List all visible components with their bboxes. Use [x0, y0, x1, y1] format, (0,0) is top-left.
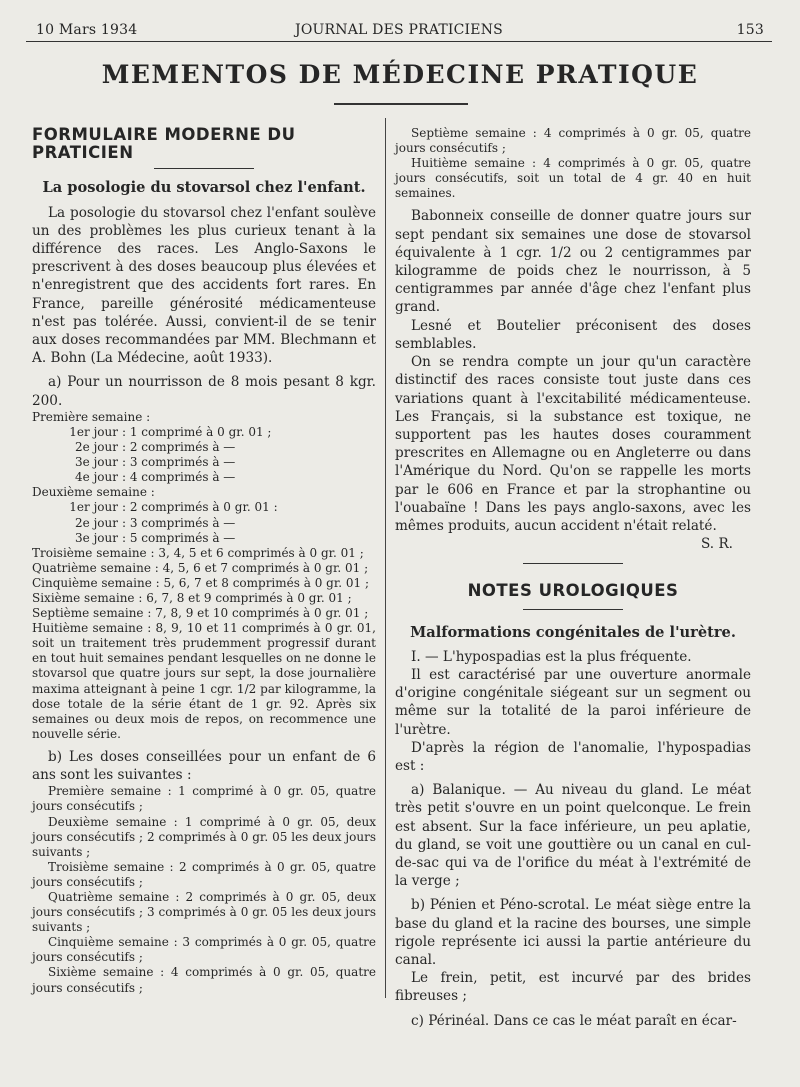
paragraph-races: On se rendra compte un jour qu'un caractère distinctif des races consiste tout juste dans ces variations quant à l'excitabilité médicamenteuse. Les Français, si la substance est toxique, ne supportent pas les hautes doses couramment prescrites en Allemagne ou en Angleterre ou dans l'Amérique du Nord. Qu'on se rappelle les morts par le 606 en France et par la strophantine ou l'ouabaïne ! Dans les pays anglo-saxons, avec les mêmes produits, aucun accident n'était relaté.: [395, 354, 751, 534]
week-line: Sixième semaine : 6, 7, 8 et 9 comprimés à 0 gr. 01 ;: [32, 590, 352, 605]
schedule-row: 4e jour : 4 comprimés à —: [75, 470, 236, 485]
paragraph-perineal: c) Périnéal. Dans ce cas le méat paraît en écar-: [411, 1012, 737, 1029]
header-page-number: 153: [736, 22, 764, 38]
week-line: Septième semaine : 4 comprimés à 0 gr. 05, quatre jours consécutifs ;: [395, 126, 751, 156]
section-rule: [523, 609, 623, 610]
week-line: Cinquième semaine : 3 comprimés à 0 gr. 05, quatre jours consécutifs ;: [32, 935, 376, 965]
paragraph-definition: Il est caractérisé par une ouverture anormale d'origine congénitale siégeant sur un segment ou même sur la totalité de la paroi inférieure de l'urètre.: [395, 666, 751, 738]
week-line: Sixième semaine : 4 comprimés à 0 gr. 05, quatre jours consécutifs ;: [32, 965, 376, 995]
running-header: [28, 20, 770, 42]
paragraph-lesne: Lesné et Boutelier préconisent des doses semblables.: [395, 317, 751, 352]
schedule-row: 2e jour : 3 comprimés à —: [75, 515, 236, 530]
signature: S. R.: [700, 536, 733, 553]
right-column: [395, 126, 751, 1030]
header-date: 10 Mars 1934: [36, 22, 138, 38]
column-divider: [385, 118, 386, 998]
left-column: [32, 126, 376, 996]
week-line: Deuxième semaine : 1 comprimé à 0 gr. 05, deux jours consécutifs ; 2 comprimés à 0 gr. 05 les deux jours suivants ;: [32, 814, 376, 859]
week-line: Quatrième semaine : 4, 5, 6 et 7 comprimés à 0 gr. 01 ;: [32, 560, 369, 575]
week-line: Première semaine : 1 comprimé à 0 gr. 05, quatre jours consécutifs ;: [32, 784, 376, 814]
title-rule: [334, 103, 468, 105]
paragraph-balanique: a) Balanique. — Au niveau du gland. Le méat très petit s'ouvre en un point quelconque. Le frein est absent. Sur la face inférieure, un peu aplatie, du gland, se voit une gouttière ou un canal en cul-de-sac qui va de l'orifice du méat à l'extrémité de la verge ;: [395, 782, 751, 890]
intro-paragraph: La posologie du stovarsol chez l'enfant soulève un des problèmes les plus curieux tenant à la différence des races. Les Anglo-Saxons le prescrivent à des doses beaucoup plus élevées et n'enregistrent que des accidents fort rares. En France, pareille générosité médicamenteuse n'est pas tolérée. Aussi, convient-il de se tenir aux doses recommandées par MM. Blechmann et A. Bohn (La Médecine, août 1933).: [32, 204, 376, 367]
paragraph-penien: b) Pénien et Péno-scrotal. Le méat siège entre la base du gland et la racine des bourses, une simple rigole représente ici aussi la partie antérieure du canal.: [395, 897, 751, 968]
schedule-row: 3e jour : 3 comprimés à —: [75, 455, 236, 470]
schedule-row: 2e jour : 2 comprimés à —: [75, 440, 236, 455]
week-line: Troisième semaine : 2 comprimés à 0 gr. 05, quatre jours consécutifs ;: [32, 859, 376, 889]
week-line: Huitième semaine : 8, 9, 10 et 11 comprimés à 0 gr. 01, soit un traitement très prudemment progressif durant en tout huit semaines pendant lesquelles on ne donne le stovarsol que quatre jours sur sept, la dose journalière maxima atteignant à peine 1 cgr. 1/2 par kilogramme, la dose totale de la série étant de 1 gr. 92. Après six semaines ou deux mois de repos, on recommence une nouvelle série.: [32, 621, 376, 741]
section-rule: [154, 168, 254, 169]
paragraph-babonneix: Babonneix conseille de donner quatre jours sur sept pendant six semaines une dose de stovarsol équivalente à 1 cgr. 1/2 ou 2 centigrammes par kilogramme de poids chez le nourrisson, à 5 centigrammes par année d'âge chez l'enfant plus grand.: [395, 208, 751, 316]
week-line: Septième semaine : 7, 8, 9 et 10 comprimés à 0 gr. 01 ;: [32, 606, 369, 621]
schedule-row: 3e jour : 5 comprimés à —: [75, 530, 236, 545]
case-b-title: b) Les doses conseillées pour un enfant de 6 ans sont les suivantes :: [32, 748, 376, 784]
dosage-schedule-b: [32, 784, 376, 995]
paragraph-region: D'après la région de l'anomalie, l'hypospadias est :: [395, 739, 751, 774]
case-a-title: a) Pour un nourrisson de 8 mois pesant 8 kgr. 200.: [32, 374, 376, 409]
section-divider: [523, 563, 623, 564]
article-title-stovarsol: La posologie du stovarsol chez l'enfant.: [42, 179, 366, 197]
schedule-row: 1er jour : 2 comprimés à 0 gr. 01 :: [69, 500, 278, 515]
dosage-schedule-a: [32, 410, 376, 742]
week2-label: Deuxième semaine :: [32, 485, 155, 500]
header-rule: [26, 41, 772, 42]
article-title-uretre: Malformations congénitales de l'urètre.: [410, 623, 736, 641]
paragraph-frein: Le frein, petit, est incurvé par des brides fibreuses ;: [395, 970, 751, 1005]
main-title: MEMENTOS DE MÉDECINE PRATIQUE: [101, 60, 699, 89]
header-journal: JOURNAL DES PRATICIENS: [295, 22, 503, 38]
section-title-urologiques: NOTES UROLOGIQUES: [467, 581, 679, 601]
week-line: Huitième semaine : 4 comprimés à 0 gr. 05, quatre jours consécutifs, soit un total de 4 gr. 40 en huit semaines.: [395, 156, 751, 201]
section-title-formulaire: FORMULAIRE MODERNE DU PRATICIEN: [32, 125, 296, 163]
week-line: Cinquième semaine : 5, 6, 7 et 8 comprimés à 0 gr. 01 ;: [32, 575, 369, 590]
paragraph-hypospadias: I. — L'hypospadias est la plus fréquente.: [411, 648, 692, 665]
week1-label: Première semaine :: [32, 409, 151, 424]
week-line: Troisième semaine : 3, 4, 5 et 6 comprimés à 0 gr. 01 ;: [32, 545, 364, 560]
week-line: Quatrième semaine : 2 comprimés à 0 gr. 05, deux jours consécutifs ; 3 comprimés à 0 gr. 05 les deux jours suivants ;: [32, 889, 376, 935]
schedule-row: 1er jour : 1 comprimé à 0 gr. 01 ;: [69, 424, 272, 439]
